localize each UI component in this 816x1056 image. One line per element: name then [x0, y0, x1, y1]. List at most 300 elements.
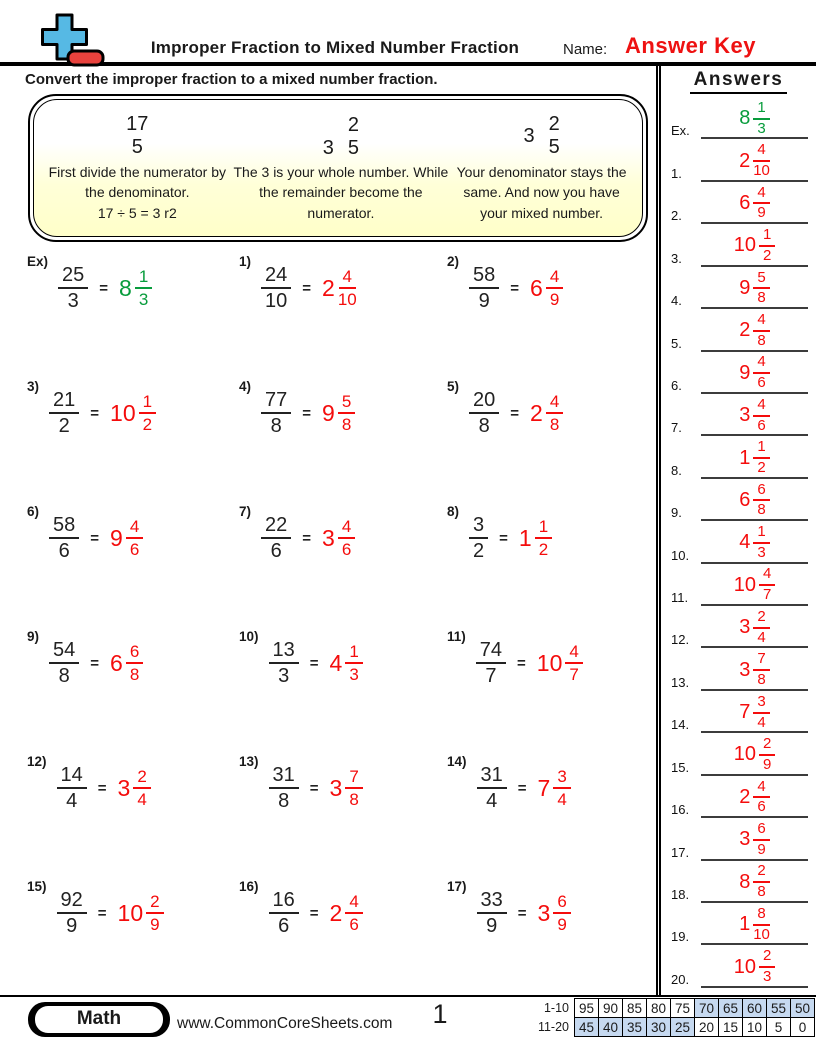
problem-number: 9)	[27, 629, 40, 644]
example-denominator: 5	[347, 137, 359, 159]
numerator: 22	[261, 514, 291, 539]
numerator: 13	[269, 639, 299, 664]
answer-numerator: 2	[146, 892, 163, 914]
score-cell: 80	[647, 999, 671, 1018]
answer-fraction	[133, 767, 150, 809]
problem-5	[447, 381, 656, 445]
answer-whole: 3	[322, 524, 335, 551]
answer-blank-line	[701, 185, 808, 225]
denominator: 9	[478, 290, 490, 312]
score-cell: 35	[623, 1018, 647, 1037]
answer-label: Ex.	[671, 123, 690, 139]
answer-numerator: 6	[126, 642, 143, 664]
mixed-number-answer	[322, 267, 357, 309]
answer-row-14	[661, 692, 816, 734]
answer-row-3	[661, 225, 816, 267]
score-cell: 65	[719, 999, 743, 1018]
mixed-number-answer	[330, 892, 363, 934]
mixed-number-answer	[530, 392, 563, 434]
equals-sign: =	[90, 654, 100, 672]
answer-value: 3 $\frac{6}{9}$	[739, 821, 769, 859]
commoncoresheets-logo	[26, 12, 110, 68]
improper-fraction	[49, 514, 79, 563]
problem-number: 7)	[239, 504, 252, 519]
answer-whole: 4	[329, 649, 343, 676]
score-table	[535, 998, 816, 1037]
numerator: 77	[261, 389, 291, 414]
problem-1	[239, 256, 447, 320]
problem-3	[27, 381, 239, 445]
problem-11	[447, 631, 656, 695]
denominator: 2	[58, 415, 70, 437]
answer-whole: 2	[530, 399, 543, 426]
problem-number: 8)	[447, 504, 460, 519]
answer-blank-line	[701, 906, 808, 946]
answer-value: 4 $\frac{1}{3}$	[739, 524, 769, 562]
example-whole-number: 3	[322, 137, 334, 159]
score-cell: 25	[671, 1018, 695, 1037]
denominator: 9	[486, 915, 498, 937]
score-cell: 5	[767, 1018, 791, 1037]
answer-value: 10 $\frac{1}{2}$	[734, 227, 776, 265]
equals-sign: =	[517, 779, 527, 797]
answer-label: 17.	[671, 844, 690, 860]
answer-label: 8.	[671, 462, 682, 478]
answer-denominator: 9	[150, 915, 160, 934]
equals-sign: =	[510, 279, 520, 297]
answer-whole: 10	[117, 899, 144, 926]
score-cell: 55	[767, 999, 791, 1018]
answer-blank-line	[701, 651, 808, 691]
answer-blank-line	[701, 270, 808, 310]
answer-value: 7 $\frac{3}{4}$	[739, 694, 769, 732]
equals-sign: =	[99, 279, 109, 297]
improper-fraction	[469, 264, 499, 313]
answer-whole: 10	[110, 399, 136, 426]
problem-ex	[27, 256, 239, 320]
numerator: 74	[476, 639, 506, 664]
improper-fraction	[469, 514, 488, 563]
improper-fraction	[269, 764, 299, 813]
example-numerator: 17	[126, 113, 149, 135]
mixed-number-answer	[519, 517, 552, 559]
example-box-inner	[33, 99, 643, 237]
answer-label: 16.	[671, 802, 690, 818]
problem-number: Ex)	[27, 254, 49, 269]
answer-row-13	[661, 649, 816, 691]
answer-denominator: 6	[349, 915, 359, 934]
score-cell: 95	[575, 999, 599, 1018]
minus-icon	[68, 51, 103, 65]
answer-blank-line	[701, 863, 808, 903]
answer-fraction	[139, 392, 156, 434]
answer-label: 10.	[671, 547, 690, 563]
answer-label: 3.	[671, 250, 682, 266]
answer-numerator: 4	[546, 267, 563, 289]
subject-badge	[28, 1002, 170, 1037]
answer-denominator: 6	[341, 540, 352, 559]
page-number: 1	[432, 999, 448, 1029]
mixed-number-answer	[118, 767, 151, 809]
mixed-number-answer	[118, 892, 164, 934]
answer-fraction	[553, 767, 570, 809]
denominator: 9	[66, 915, 78, 937]
mixed-number-answer	[537, 642, 583, 684]
denominator: 6	[278, 915, 290, 937]
denominator: 3	[278, 665, 290, 687]
answer-row-15	[661, 734, 816, 776]
answer-numerator: 4	[565, 642, 582, 664]
problem-number: 11)	[447, 629, 466, 644]
subject-badge-label: Math	[35, 1006, 163, 1033]
equals-sign: =	[517, 654, 526, 672]
answer-row-12	[661, 607, 816, 649]
mixed-number-answer	[330, 767, 363, 809]
example-step-1	[48, 110, 227, 230]
problem-15	[27, 881, 239, 945]
problem-number: 6)	[27, 504, 40, 519]
example-numerator: 2	[548, 113, 560, 135]
numerator: 58	[469, 264, 499, 289]
answer-whole: 3	[329, 774, 343, 801]
problem-13	[239, 756, 447, 820]
mixed-number-answer	[322, 517, 355, 559]
answer-row-18	[661, 862, 816, 904]
answer-fraction	[345, 642, 362, 684]
score-cell: 10	[743, 1018, 767, 1037]
answer-whole: 2	[322, 274, 335, 301]
mixed-number-answer	[330, 642, 363, 684]
improper-fraction	[269, 889, 299, 938]
answer-value: 6 $\frac{4}{9}$	[739, 185, 769, 223]
instruction-text: Convert the improper fraction to a mixed number fraction.	[25, 71, 438, 88]
score-cell: 45	[575, 1018, 599, 1037]
problems-grid	[0, 246, 656, 1006]
problem-number: 4)	[239, 379, 252, 394]
mixed-number-answer	[538, 767, 571, 809]
equals-sign: =	[517, 904, 527, 922]
mixed-number-answer	[538, 892, 571, 934]
answer-row-8	[661, 437, 816, 479]
improper-fraction	[49, 389, 79, 438]
answer-denominator: 2	[142, 415, 153, 434]
example-denominator: 5	[548, 136, 560, 158]
answer-label: 12.	[671, 632, 690, 648]
equals-sign: =	[309, 904, 319, 922]
mixed-number-answer	[322, 392, 355, 434]
problem-number: 13)	[239, 754, 259, 769]
answer-value: 1 $\frac{8}{10}$	[739, 904, 770, 943]
answer-key-label: Answer Key	[625, 33, 756, 58]
answer-row-11	[661, 565, 816, 607]
answer-blank-line	[701, 312, 808, 352]
answer-fraction	[126, 517, 143, 559]
answer-row-ex	[661, 98, 816, 140]
problem-17	[447, 881, 656, 945]
problem-number: 2)	[447, 254, 460, 269]
equals-sign: =	[309, 779, 319, 797]
answer-blank-line	[701, 524, 808, 564]
improper-fraction	[261, 264, 291, 313]
problem-number: 12)	[27, 754, 47, 769]
answer-label: 5.	[671, 335, 682, 351]
improper-fraction	[57, 764, 87, 813]
problems-column	[0, 66, 656, 995]
answer-denominator: 4	[137, 790, 147, 809]
example-fraction-3	[523, 110, 559, 162]
denominator: 4	[486, 790, 498, 812]
score-row-label: 1-10	[543, 1001, 569, 1015]
denominator: 8	[478, 415, 490, 437]
example-step-3-text: Your denominator stays the same. And now you have your mixed number.	[456, 164, 627, 221]
example-step-3	[455, 110, 628, 230]
denominator: 8	[58, 665, 70, 687]
answer-blank-line	[701, 354, 808, 394]
example-step-2	[227, 110, 456, 230]
answer-label: 13.	[671, 674, 690, 690]
name-label: Name:	[563, 41, 608, 58]
problem-12	[27, 756, 239, 820]
answer-label: 7.	[671, 420, 682, 436]
answer-value: 6 $\frac{6}{8}$	[739, 482, 769, 520]
mixed-number-answer	[530, 267, 563, 309]
plus-minus-logo-icon	[26, 12, 110, 68]
example-step-2-text: The 3 is your whole number. While the remainder become the numerator.	[233, 164, 449, 221]
score-cell: 60	[743, 999, 767, 1018]
answer-denominator: 8	[549, 415, 560, 434]
answer-numerator: 7	[345, 767, 362, 789]
problem-16	[239, 881, 447, 945]
answer-denominator: 9	[557, 915, 567, 934]
problem-number: 3)	[27, 379, 40, 394]
answer-label: 20.	[671, 971, 690, 987]
mixed-number-answer	[110, 517, 143, 559]
numerator: 31	[477, 764, 507, 789]
footer	[0, 995, 816, 1056]
example-fraction-2	[323, 110, 359, 162]
answer-blank-line	[701, 142, 808, 182]
answer-row-19	[661, 904, 816, 946]
answer-whole: 6	[530, 274, 543, 301]
answer-numerator: 4	[345, 892, 362, 914]
problem-7	[239, 506, 447, 570]
answer-label: 2.	[671, 208, 682, 224]
answer-fraction	[565, 642, 582, 684]
denominator: 6	[58, 540, 70, 562]
answer-denominator: 4	[557, 790, 567, 809]
answer-value: 3 $\frac{7}{8}$	[739, 651, 769, 689]
answer-blank-line	[701, 779, 808, 819]
problem-number: 5)	[447, 379, 460, 394]
improper-fraction	[49, 639, 79, 688]
answer-numerator: 4	[339, 267, 356, 289]
improper-fraction	[477, 889, 507, 938]
answer-blank-line	[701, 948, 808, 988]
problem-number: 1)	[239, 254, 252, 269]
example-whole-number: 3	[523, 124, 535, 147]
numerator: 3	[469, 514, 488, 539]
denominator: 8	[278, 790, 290, 812]
answer-whole: 9	[110, 524, 123, 551]
answer-label: 6.	[671, 377, 682, 393]
example-numerator: 2	[347, 114, 359, 136]
answer-row-6	[661, 353, 816, 395]
score-cell: 15	[719, 1018, 743, 1037]
answer-whole: 7	[537, 774, 551, 801]
answer-blank-line	[701, 227, 808, 267]
equals-sign: =	[309, 654, 319, 672]
answer-fraction	[338, 392, 355, 434]
example-denominator: 5	[131, 136, 143, 158]
answer-value: 8 $\frac{2}{8}$	[739, 863, 769, 901]
answer-whole: 10	[536, 649, 563, 676]
numerator: 31	[269, 764, 299, 789]
answer-value: 2 $\frac{4}{8}$	[739, 312, 769, 350]
numerator: 33	[477, 889, 507, 914]
answer-whole: 2	[329, 899, 343, 926]
answer-numerator: 1	[135, 267, 152, 289]
numerator: 14	[57, 764, 87, 789]
answer-row-10	[661, 522, 816, 564]
score-cell: 50	[791, 999, 815, 1018]
answer-fraction	[553, 892, 570, 934]
equals-sign: =	[302, 404, 312, 422]
improper-fraction	[261, 389, 291, 438]
improper-fraction	[477, 764, 507, 813]
problem-14	[447, 756, 656, 820]
answer-fraction	[345, 892, 362, 934]
mixed-number-answer	[110, 392, 156, 434]
answer-value: 9 $\frac{4}{6}$	[739, 354, 769, 392]
equals-sign: =	[510, 404, 520, 422]
answer-denominator: 3	[138, 290, 149, 309]
equals-sign: =	[97, 904, 107, 922]
answers-panel	[656, 66, 816, 995]
answer-fraction	[338, 517, 355, 559]
answer-value: 3 $\frac{2}{4}$	[739, 609, 769, 647]
answer-row-7	[661, 395, 816, 437]
answer-denominator: 6	[129, 540, 140, 559]
answer-whole: 1	[518, 524, 532, 551]
answer-value: 8 $\frac{1}{3}$	[739, 100, 769, 138]
numerator: 58	[49, 514, 79, 539]
answer-blank-line	[701, 821, 808, 861]
answers-list	[661, 96, 816, 995]
answer-denominator: 8	[341, 415, 352, 434]
problem-number: 10)	[239, 629, 259, 644]
header	[0, 0, 816, 66]
answer-blank-line	[701, 566, 808, 606]
numerator: 92	[57, 889, 87, 914]
denominator: 7	[485, 665, 497, 687]
numerator: 24	[261, 264, 291, 289]
answer-label: 11.	[671, 590, 689, 606]
answer-fraction	[546, 267, 563, 309]
answer-row-5	[661, 310, 816, 352]
answer-numerator: 1	[345, 642, 362, 664]
problem-number: 17)	[447, 879, 467, 894]
answer-row-4	[661, 268, 816, 310]
equals-sign: =	[97, 779, 107, 797]
answer-row-20	[661, 946, 816, 988]
problem-10	[239, 631, 447, 695]
answer-numerator: 1	[139, 392, 156, 414]
score-cell: 20	[695, 1018, 719, 1037]
answer-fraction	[535, 517, 552, 559]
example-step-1-equation: 17 ÷ 5 = 3 r2	[97, 204, 177, 221]
answer-fraction	[338, 267, 357, 309]
mixed-number-answer	[119, 267, 152, 309]
website-url: www.CommonCoreSheets.com	[177, 1015, 393, 1032]
answer-blank-line	[701, 609, 808, 649]
numerator: 21	[49, 389, 79, 414]
equals-sign: =	[302, 279, 312, 297]
example-box	[28, 94, 648, 242]
problem-number: 14)	[447, 754, 467, 769]
answer-fraction	[135, 267, 152, 309]
score-row-11-20	[535, 1018, 815, 1037]
answer-numerator: 3	[553, 767, 570, 789]
problem-9	[27, 631, 239, 695]
answer-numerator: 2	[133, 767, 150, 789]
answer-numerator: 6	[553, 892, 570, 914]
mixed-number-answer	[110, 642, 143, 684]
improper-fraction	[58, 264, 88, 313]
numerator: 20	[469, 389, 499, 414]
answer-numerator: 4	[338, 517, 355, 539]
answer-fraction	[345, 767, 362, 809]
denominator: 8	[270, 415, 282, 437]
score-row-1-10	[535, 999, 815, 1018]
answer-row-9	[661, 480, 816, 522]
numerator: 16	[269, 889, 299, 914]
improper-fraction	[269, 639, 299, 688]
problem-number: 16)	[239, 879, 259, 894]
answer-row-17	[661, 819, 816, 861]
answer-numerator: 5	[338, 392, 355, 414]
example-step-1-text: First divide the numerator by the denominator.	[48, 164, 226, 201]
score-cell: 90	[599, 999, 623, 1018]
answer-row-16	[661, 777, 816, 819]
score-cell: 75	[671, 999, 695, 1018]
answer-row-1	[661, 140, 816, 182]
denominator: 6	[270, 540, 282, 562]
score-cell: 30	[647, 1018, 671, 1037]
answer-whole: 3	[117, 774, 131, 801]
answer-blank-line	[701, 397, 808, 437]
answer-value: 10 $\frac{2}{9}$	[734, 736, 776, 774]
answer-value: 9 $\frac{5}{8}$	[739, 270, 769, 308]
problem-number: 15)	[27, 879, 47, 894]
score-cell: 85	[623, 999, 647, 1018]
answer-denominator: 8	[129, 665, 140, 684]
answers-title-wrap	[661, 66, 816, 96]
answer-value: 10 $\frac{2}{3}$	[734, 948, 776, 986]
answer-fraction	[146, 892, 163, 934]
answer-blank-line	[701, 736, 808, 776]
answer-row-2	[661, 183, 816, 225]
answer-value: 10 $\frac{4}{7}$	[734, 566, 776, 604]
answer-label: 19.	[671, 929, 690, 945]
problem-6	[27, 506, 239, 570]
answer-label: 1.	[671, 165, 682, 181]
answers-title: Answers	[690, 69, 788, 94]
answer-denominator: 7	[569, 665, 579, 684]
answer-whole: 6	[110, 649, 123, 676]
answer-label: 4.	[671, 293, 682, 309]
answer-numerator: 4	[126, 517, 143, 539]
answer-label: 15.	[671, 759, 690, 775]
